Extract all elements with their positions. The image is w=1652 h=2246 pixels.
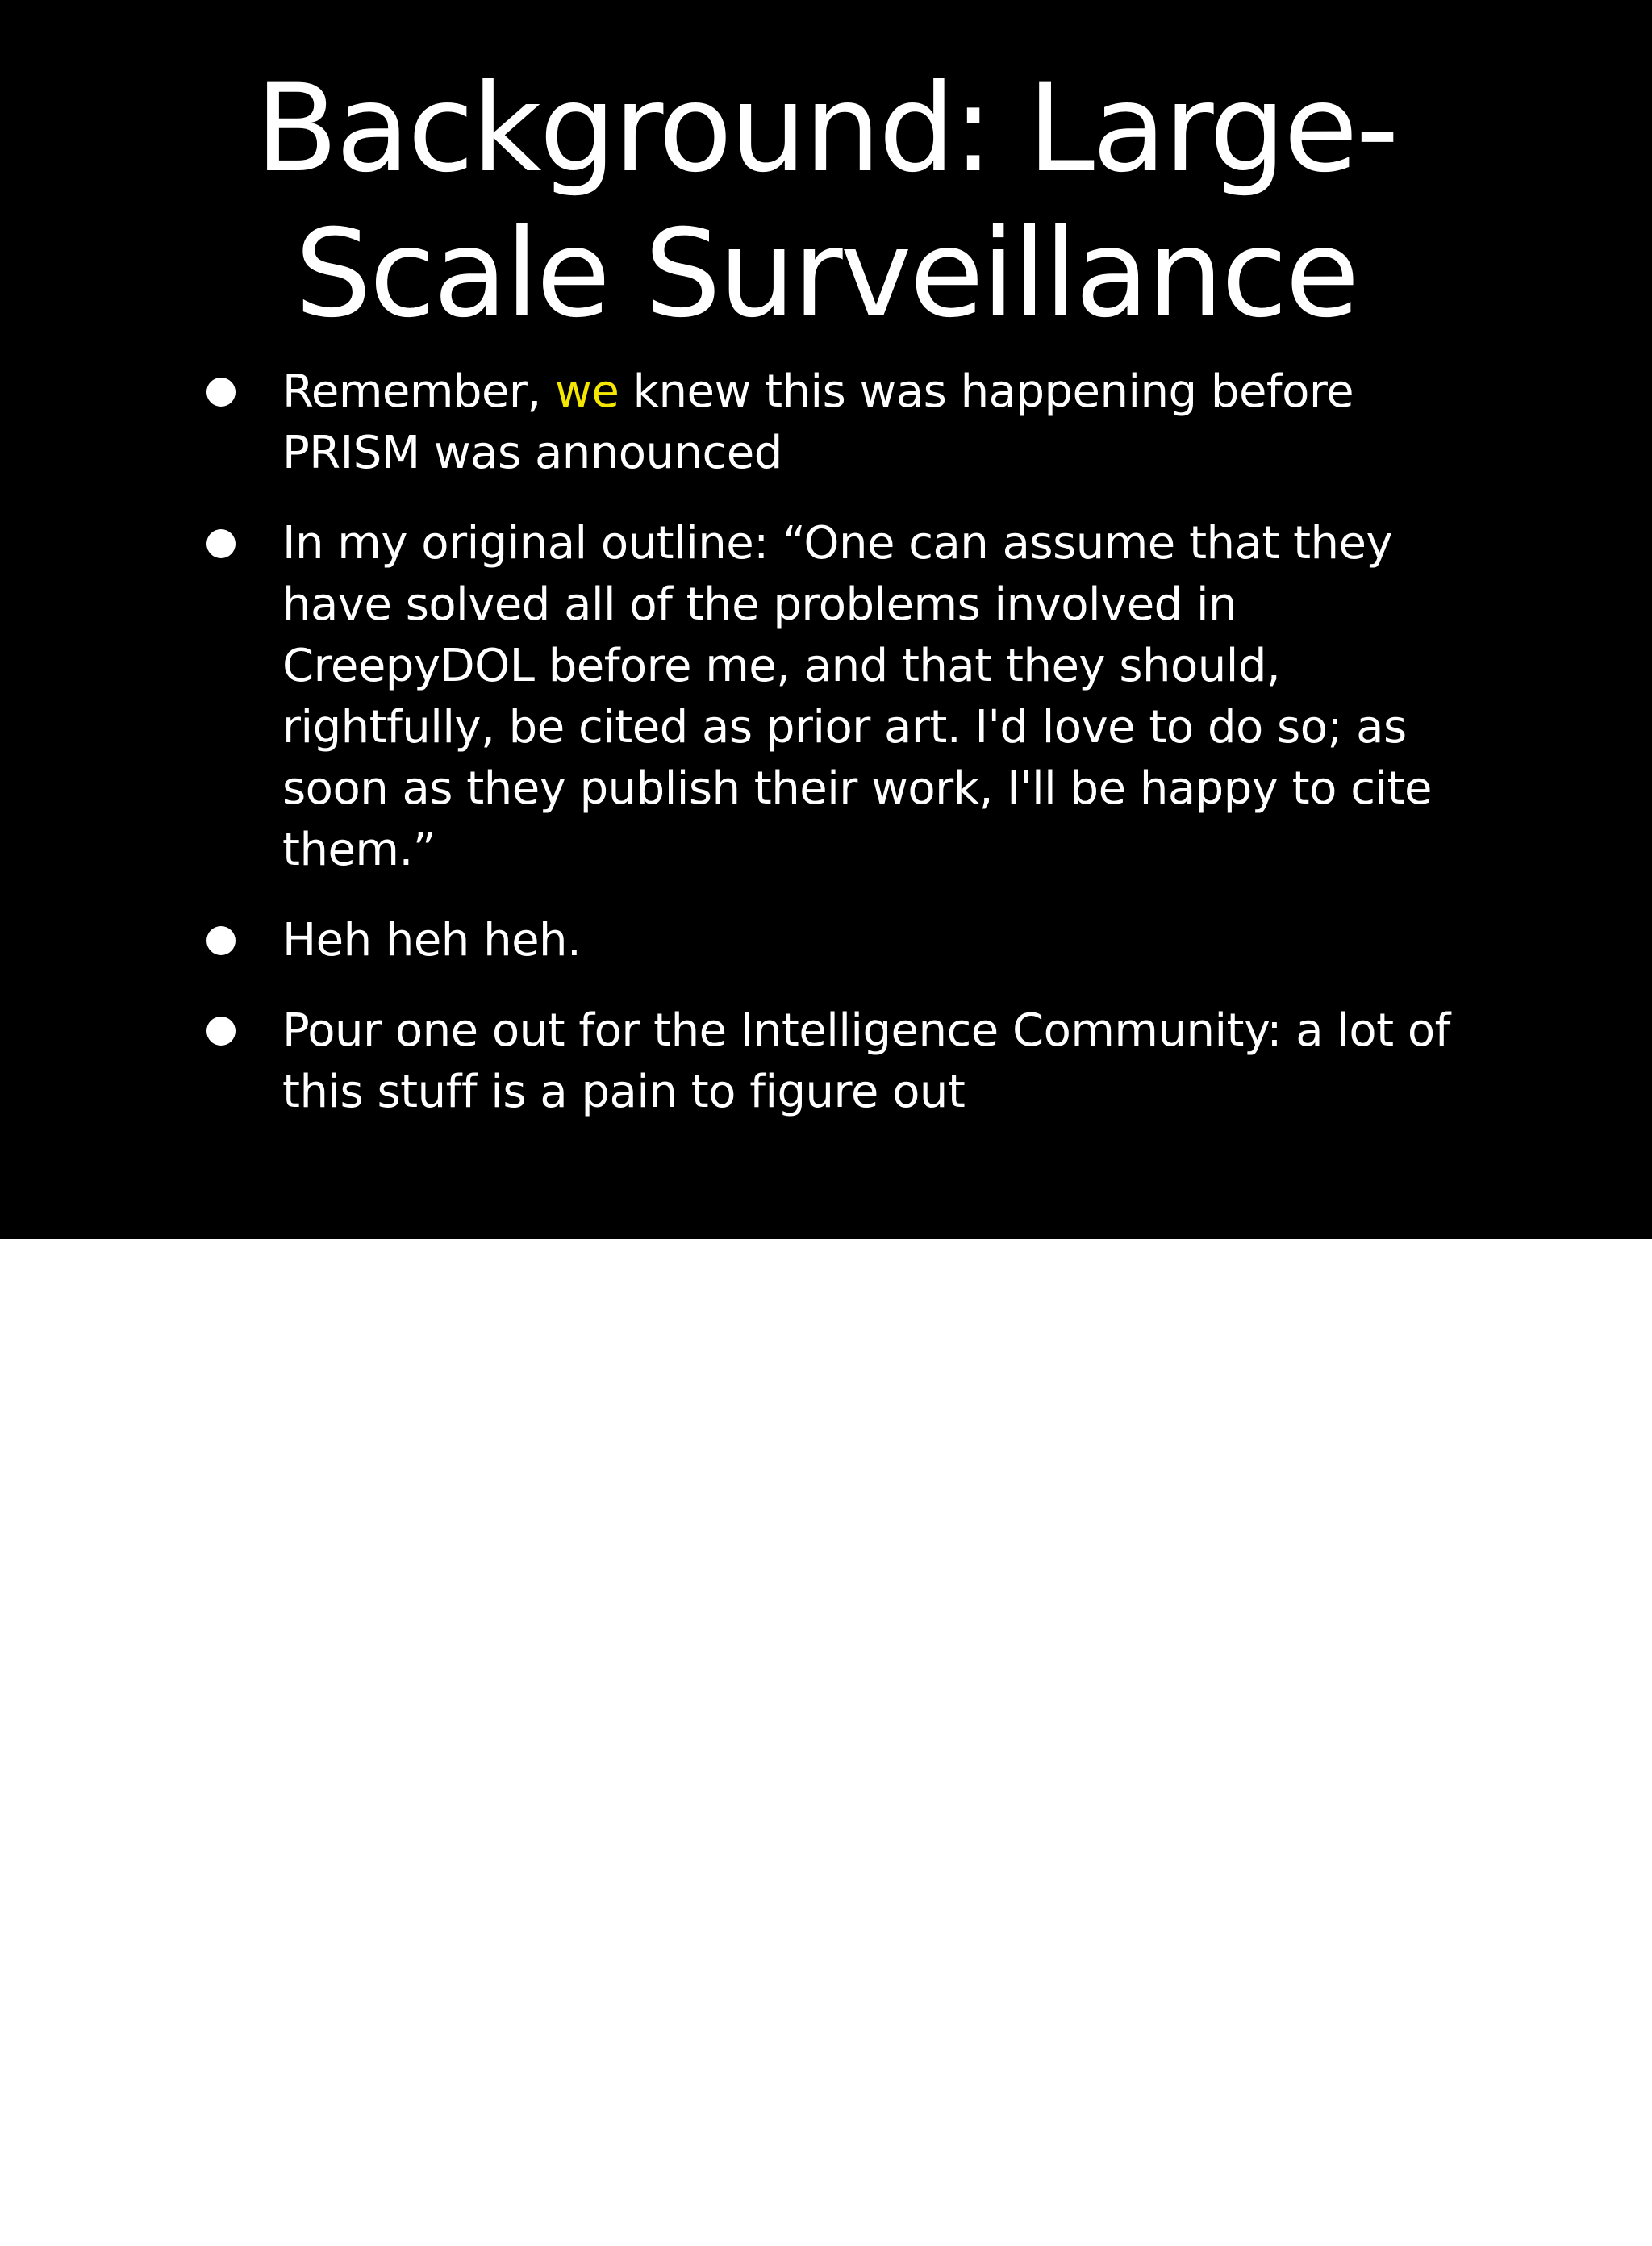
bullet-1-text-post: knew this was happening before PRISM was announced <box>282 365 1354 479</box>
page-blank-area <box>0 1239 1652 2246</box>
bullet-3-text: Heh heh heh. <box>282 914 582 966</box>
bullet-1-text-pre: Remember, <box>282 365 556 418</box>
slide-title <box>0 56 1652 347</box>
bullet-2-text: In my original outline: “One can assume that they have solved all of the problems involved in CreepyDOL before me, and that they should, rightfully, be cited as prior art. I'd love to do so; as soon as they publish their work, I'll be happy to cite them.” <box>282 517 1432 876</box>
bullet-item-3 <box>206 910 1497 971</box>
slide-title-line-2: Scale Surveillance <box>294 204 1358 344</box>
bullet-dot-icon <box>206 529 236 558</box>
bullet-item-4 <box>206 1000 1497 1123</box>
bullet-item-2 <box>206 513 1497 881</box>
bullet-list <box>206 361 1497 1152</box>
bullet-item-1 <box>206 361 1497 484</box>
bullet-dot-icon <box>206 378 236 407</box>
bullet-dot-icon <box>206 1017 236 1046</box>
bullet-4-text: Pour one out for the Intelligence Community: a lot of this stuff is a pain to figure out <box>282 1004 1450 1118</box>
bullet-1-highlight: we <box>555 365 620 418</box>
slide-title-line-1: Background: Large- <box>255 59 1397 199</box>
bullet-dot-icon <box>206 926 236 955</box>
